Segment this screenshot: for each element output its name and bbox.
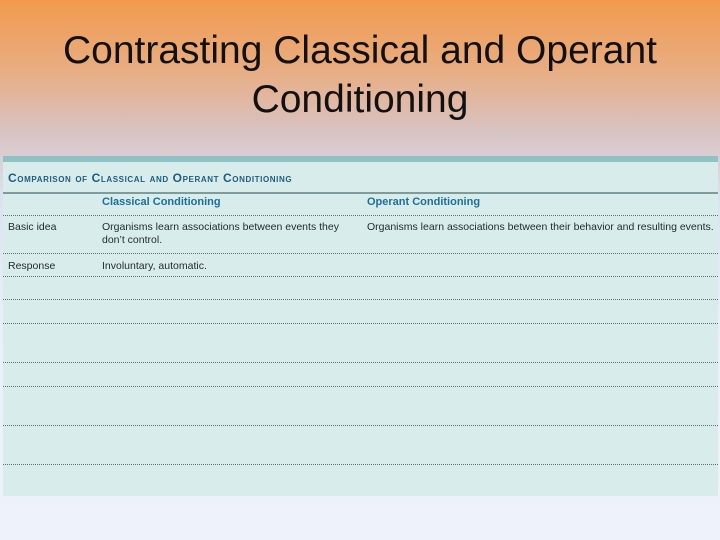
cell-response-classical: Involuntary, automatic.: [102, 260, 207, 272]
slide-title: [0, 26, 720, 124]
cell-basic-idea-operant: Organisms learn associations between their behavior and resulting events.: [367, 221, 714, 233]
column-header-classical: Classical Conditioning: [102, 196, 221, 208]
slide-title-line-2: Conditioning: [251, 78, 469, 121]
row-divider: [3, 253, 718, 254]
comparison-table: [3, 156, 718, 496]
table-title: Comparison of Classical and Operant Conditioning: [8, 171, 293, 185]
row-divider: [3, 215, 718, 216]
empty-row-divider: [3, 464, 718, 465]
empty-row-divider: [3, 362, 718, 363]
empty-row-divider: [3, 323, 718, 324]
column-header-operant: Operant Conditioning: [367, 196, 481, 208]
empty-row-divider: [3, 425, 718, 426]
empty-row-divider: [3, 386, 718, 387]
cell-basic-idea-classical: Organisms learn associations between events they don’t control.: [102, 221, 339, 246]
empty-row-divider: [3, 299, 718, 300]
table-title-rule: [3, 192, 718, 194]
row-label-response: Response: [8, 260, 56, 272]
row-divider: [3, 276, 718, 277]
row-label-basic-idea: Basic idea: [8, 221, 57, 233]
table-top-band: [3, 156, 718, 162]
slide-title-line-1: Contrasting Classical and Operant: [63, 29, 657, 72]
